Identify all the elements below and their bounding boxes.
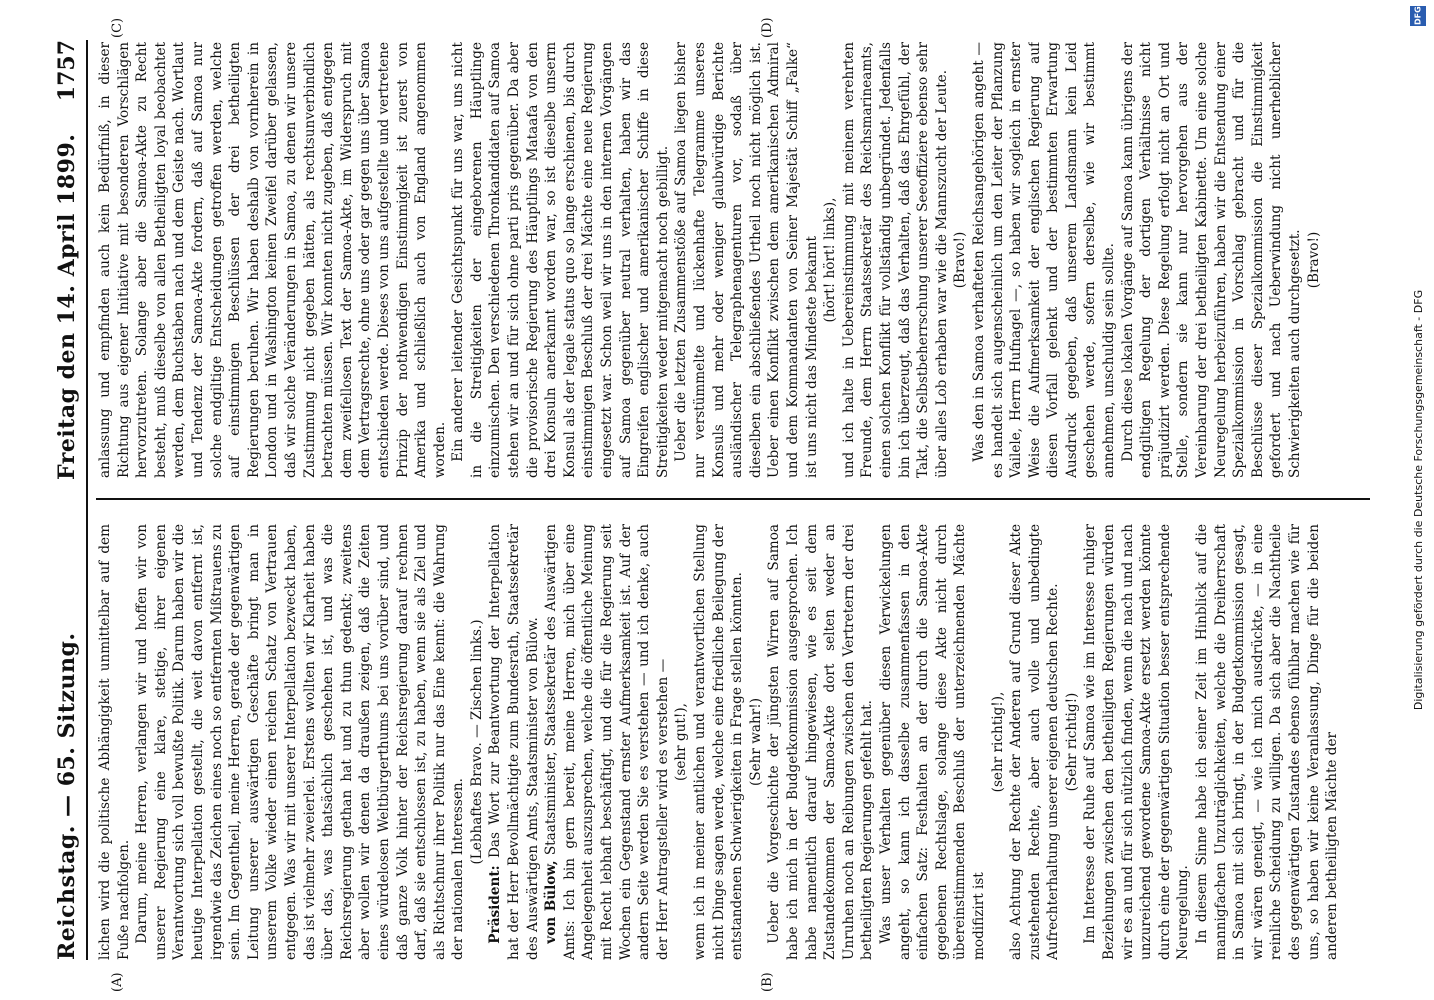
margin-letter-a: (A) [110, 972, 125, 992]
speaker-name: Präsident: [487, 865, 504, 944]
left-column-paragraph: (sehr richtig!), [989, 691, 1006, 793]
right-column-paragraph: anlassung und empfinden auch kein Bedürfniß, in dieser Richtung aus eigener Initiative mit besonderen Vorschlägen hervorzutreten. Solange aber die Samoa-Akte zu Recht besteht, muß dieselbe von allen Betheiligten loyal beobachtet werden, dem Buchstaben nach und dem Geiste nach. Wortlaut und Tendenz der Samoa-Akte fordern, daß auf Samoa nur solche endgiltige Entscheidungen getroffen werden, welche auf einstimmigen Beschlüssen der drei betheiligten Regierungen beruhen. Wir haben deshalb von vornherein in London und in Washington keinen Zweifel darüber gelassen, daß wir solche Veränderungen in Samoa, zu denen wir unsere Zustimmung nicht gegeben hätten, als rechtsunverbindlich betrachten müssen. Wir konnten nicht zugeben, daß entgegen dem zweifellosen Text der Samoa-Akte, im Widerspruch mit dem Vertragsrechte, ohne uns oder gar gegen uns über Samoa entschieden werde. Dieses von uns aufgestellte und vertretene Prinzip der nothwendigen Einstimmigkeit ist zuerst von Amerika und schließlich auch von England angenommen worden. [97, 42, 448, 478]
left-column-paragraph: wenn ich in meiner amtlichen und verantwortlichen Stellung nicht Dinge sagen werde, welche eine friedliche Beilegung der entstandenen Schwierigkeiten in Frage stellen könnten. [692, 524, 746, 960]
right-column-paragraph: Durch diese lokalen Vorgänge auf Samoa kann übrigens der endgiltigen Regelung der dortigen Verhältnisse nicht präjudizirt werden. Diese Regelung erfolgt nicht an Ort und Stelle, sondern sie kann nur hervorgehen aus der Vereinbarung der drei betheiligten Kabinette. Um eine solche Neuregelung herbeizuführen, haben wir die Entsendung einer Spezialkommission in Vorschlag gebracht und für die Beschlüsse dieser Spezialkommission die Einstimmigkeit gefordert und nach Ueberwindung nicht unerheblicher Schwierigkeiten auch durchgesetzt. [1119, 42, 1303, 478]
right-column-paragraph: (hört! hört! links), [822, 197, 839, 323]
left-column-paragraph: (sehr gut!), [673, 703, 690, 781]
left-column-paragraph: Darum, meine Herren, verlangen wir und hoffen wir von unserer Regierung eine klare, stetige, ihrer eigenen Verantwortung sich voll bewußte Politik. Darum haben wir die heutige Interpellation gestellt, die weit davon entfernt ist, irgendwie das Zeichen eines noch so entfernten Mißtrauens zu sein. Im Gegentheil, meine Herren, gerade der gegenwärtigen Leitung unserer auswärtigen Geschäfte bringt man in unserem Volke wieder einen reichen Schatz von Vertrauen entgegen. Was wir mit unserer Interpellation bezweckt haben, das ist vielmehr zweierlei. Erstens wollten wir Klarheit haben über das, was thatsächlich geschehen ist, und was die Reichsregierung gethan hat und zu thun gedenkt; zweitens aber wollen wir denen da draußen zeigen, daß die Zeiten eines würdelosen Weltbürgerthums bei uns vorüber sind, und daß ganze Volk hinter der Reichsregierung darauf rechnen darf, daß sie entschlossen ist, zu haben, wenn sie als Ziel und als Richtschnur ihrer Politik nur das Eine kennt: die Wahrung der nationalen Interessen. [134, 524, 467, 960]
left-column-paragraph: also Achtung der Rechte der Anderen auf Grund dieser Akte zustehenden Rechte, aber auch volle und unbedingte Aufrechterhaltung unserer eigenen deutschen Rechte. [1008, 524, 1062, 960]
right-column-paragraph: (Bravo!) [1305, 231, 1322, 289]
right-column-paragraph: Ein anderer leitender Gesichtspunkt für uns war, uns nicht in die Streitigkeiten der eingeborenen Häuptlinge einzumischen. Den verschiedenen Thronkandidaten auf Samoa stehen wir an und für sich ohne parti pris gegenüber. Da aber die provisorische Regierung des Häuptlings Mataafa von den drei Konsuln anerkannt worden war, so ist dieselbe unserm Konsul als der legale status quo so lange erschienen, bis durch einstimmigen Beschluß der drei Mächte eine neue Regierung eingesetzt war. Schon weil wir uns in den internen Vorgängen auf Samoa gegenüber neutral verhalten, haben wir das Eingreifen englischer und amerikanischer Schiffe in diese Streitigkeiten weder mitgemacht noch gebilligt. [450, 42, 671, 478]
margin-letter-b: (B) [760, 972, 775, 992]
running-title-left: Reichstag. — 65. Sitzung. [54, 632, 80, 960]
left-column-paragraph: lichen wird die politische Abhängigkeit unmittelbar auf dem Fuße nachfolgen. [97, 524, 132, 960]
speaker-name: von Bülow, [543, 860, 560, 944]
right-column-paragraph: (Bravo!) [952, 231, 969, 289]
margin-letter-c: (C) [110, 17, 125, 38]
right-column-paragraph: Ueber die letzten Zusammenstöße auf Samoa liegen bisher nur verstümmelte und lückenhafte Telegramme unseres Konsuls und mehr oder weniger glaubwürdige Berichte ausländischer Telegraphenagenturen vor, sodaß über dieselben ein abschließendes Urtheil noch nicht möglich ist. Ueber einen Konflikt zwischen dem amerikanischen Admiral und dem Kommandanten von Seiner Majestät Schiff „Falke“ ist uns nicht das Mindeste bekannt [673, 42, 820, 478]
left-column-paragraph: Im Interesse der Ruhe auf Samoa wie im Interesse ruhiger Beziehungen zwischen den betheiligten Regierungen würden wir es an und für sich nützlich finden, wenn die nach und nach unzureichend gewordene Samoa-Akte ersetzt werden könnte durch eine der gegenwärtigen Situation besser entsprechende Neuregelung. [1082, 524, 1192, 960]
column-divider [96, 498, 1370, 500]
page-number: 1757 [54, 40, 80, 102]
digitization-note: Digitalisierung gefördert durch die Deutsche Forschungsgemeinschaft - DFG [1412, 289, 1425, 711]
right-column [96, 42, 1370, 478]
left-column-paragraph: Ueber die Vorgeschichte der jüngsten Wirren auf Samoa habe ich mich in der Budgetkommission ausgesprochen. Ich habe namentlich darauf hingewiesen, wie es seit dem Zustandekommen der Samoa-Akte dort selten weder an Unruhen noch an Reibungen zwischen den Vertretern der drei betheiligten Regierungen gefehlt hat. [766, 524, 876, 960]
dfg-logo-badge: DFG [1410, 6, 1426, 26]
page-header [40, 40, 80, 960]
left-column-paragraph: (Sehr wahr!) [747, 698, 764, 786]
left-column-paragraph: Was unser Verhalten gegenüber diesen Verwickelungen angeht, so kann ich dasselbe zusammenfassen in den einfachen Satz: Festhalten an der durch die Samoa-Akte gegebenen Rechtslage, solange diese Akte nicht durch übereinstimmenden Beschluß der unterzeichnenden Mächte modifizirt ist [877, 524, 987, 960]
right-column-paragraph: und ich halte in Uebereinstimmung mit meinem verehrten Freunde, dem Herrn Staatssekretär des Reichsmarineamts, einen solchen Konflikt für vollständig unbegründet. Jedenfalls bin ich überzeugt, daß das Verhalten, daß das Ehrgefühl, der Takt, die Selbstbeherrschung unserer Seeoffiziere ebenso sehr über alles Lob erhaben war wie die Mannszucht der Leute. [840, 42, 950, 478]
left-column-paragraph: In diesem Sinne habe ich seiner Zeit im Hinblick auf die mannigfachen Unzuträglichkeiten, welche die Dreiherrschaft in Samoa mit sich bringt, in der Budgetkommission gesagt, wir wären geneigt, — wie ich mich ausdrückte, — in eine reinliche Scheidung zu willigen. Da sich aber die Nachtheile des gegenwärtigen Zustandes ebenso fühlbar machen wie für uns, so haben wir keine Veranlassung, Dinge für die beiden anderen betheiligten Mächte der [1194, 524, 1341, 960]
left-column-paragraph: von Bülow, Staatsminister, Staatssekretär des Auswärtigen Amts: Ich bin gern bereit, meine Herren, mich über eine Angelegenheit auszusprechen, welche die öffentliche Meinung mit Recht lebhaft beschäftigt, und die für die Regierung seit Wochen ein Gegenstand ernster Aufmerksamkeit ist. Auf der andern Seite werden Sie es verstehen — und ich denke, auch der Herr Antragsteller wird es verstehen — [543, 524, 671, 960]
header-rule [86, 40, 88, 960]
left-column-paragraph: Präsident: Das Wort zur Beantwortung der Interpellation hat der Herr Bevollmächtigte zum Bundesrath, Staatssekretär des Auswärtigen Amts, Staatsminister von Bülow. [487, 524, 541, 960]
left-column-paragraph: (Lebhaftes Bravo. — Zischen links.) [468, 619, 485, 865]
right-column-paragraph: Was den in Samoa verhafteten Reichsangehörigen angeht — es handelt sich augenscheinlich um den Leiter der Pflanzung Vailele, Herrn Hufnagel —, so haben wir sogleich in ernster Weise die Aufmerksamkeit der englischen Regierung auf diesen Vorfall gelenkt und der bestimmten Erwartung Ausdruck gegeben, daß unserem Landsmann kein Leid geschehen werde, sofern derselbe, wie wir bestimmt annehmen, unschuldig sein sollte. [970, 42, 1118, 478]
left-column [96, 524, 1370, 960]
running-title-right: Freitag den 14. April 1899. [54, 133, 80, 480]
margin-letter-d: (D) [760, 17, 775, 38]
left-column-paragraph: (Sehr richtig!) [1063, 692, 1080, 792]
